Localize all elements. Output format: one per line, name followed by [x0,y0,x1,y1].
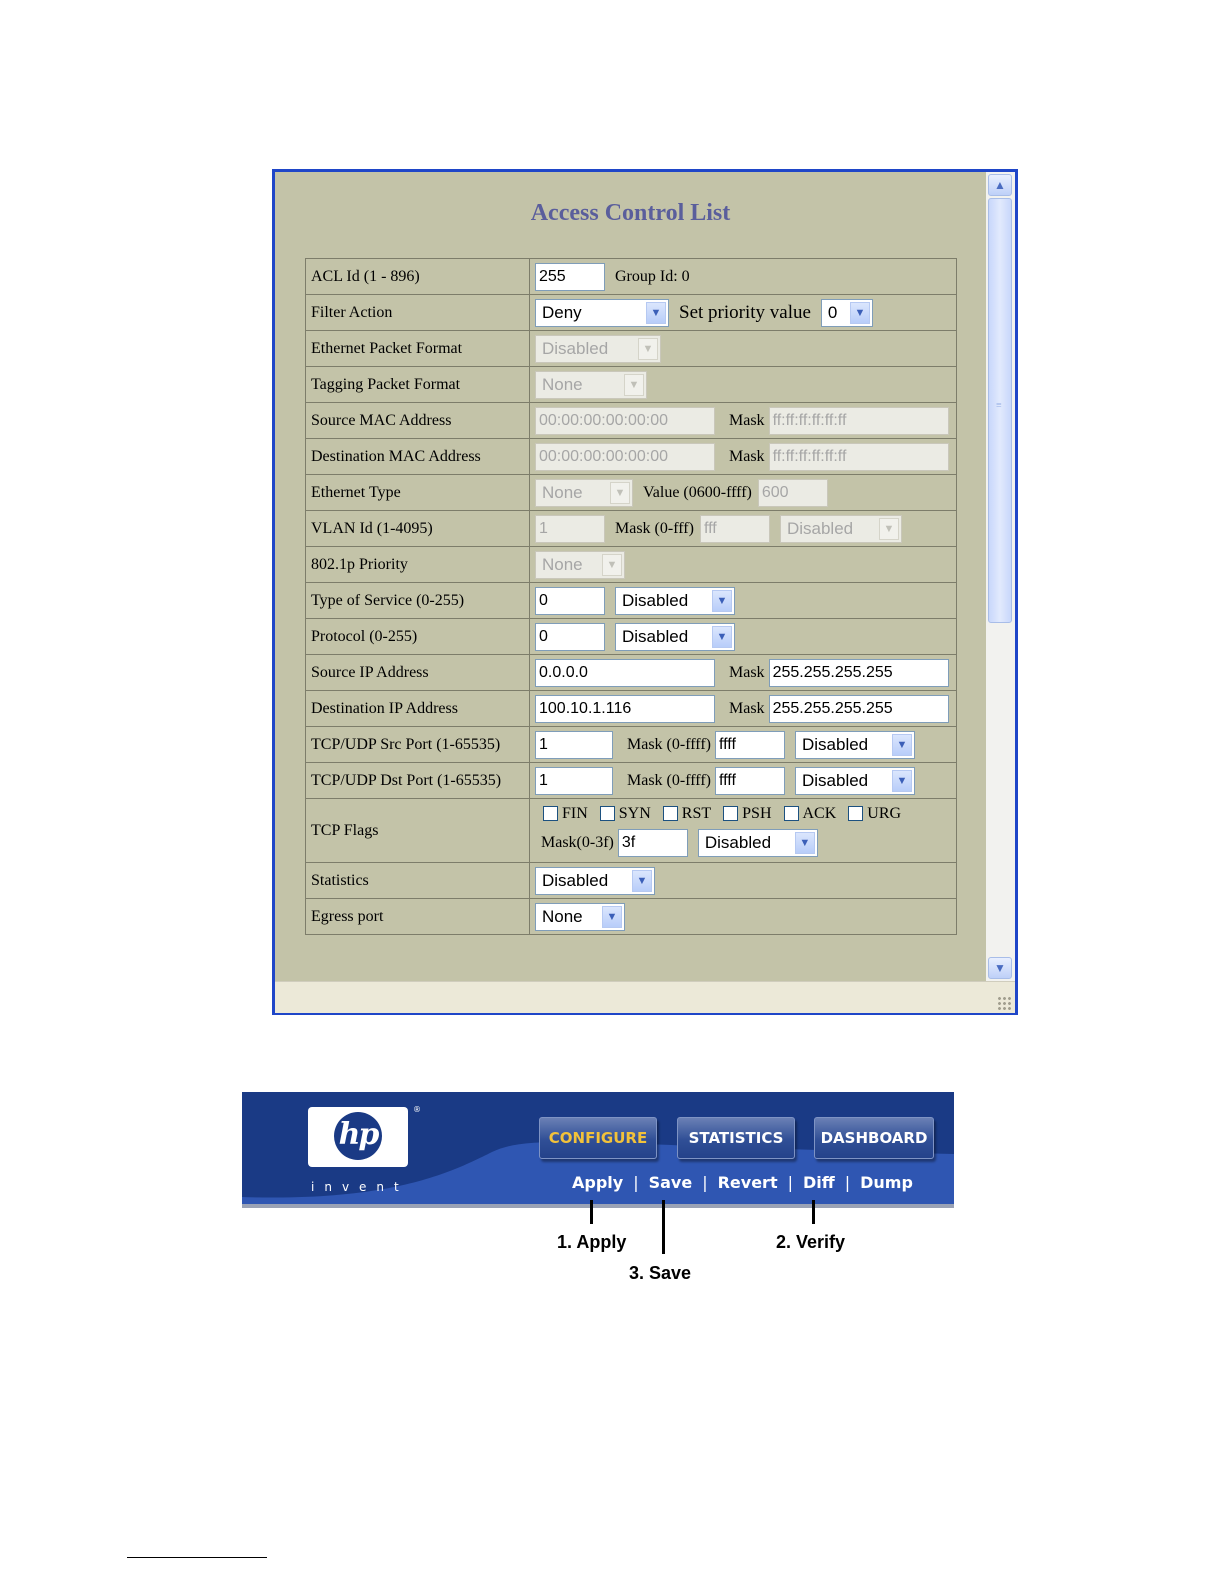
statistics-label: Statistics [306,863,530,899]
destination-mac-mask-label: Mask [729,447,765,465]
tagging-format-label: Tagging Packet Format [306,367,530,403]
acl-id-input[interactable]: 255 [535,263,605,291]
separator: | [787,1173,793,1192]
chevron-down-icon: ▼ [632,870,652,892]
priority-value: 0 [827,302,838,322]
type-of-service-input[interactable]: 0 [535,587,605,615]
source-ip-label: Source IP Address [306,655,530,691]
tab-dashboard[interactable]: DASHBOARD [814,1117,934,1159]
tcp-flags-mask-input[interactable]: 3f [618,829,688,857]
tagging-format-select[interactable] [535,371,647,399]
chevron-down-icon: ▼ [879,518,899,540]
ethernet-type-value-input[interactable]: 600 [758,479,828,507]
acl-window [272,169,1018,1015]
acl-form-table [305,258,957,935]
source-ip-mask-input[interactable]: 255.255.255.255 [769,659,949,687]
tab-statistics[interactable]: STATISTICS [677,1117,795,1159]
flag-psh[interactable] [723,805,771,823]
flag-label: URG [867,804,902,822]
grip-icon: ≡ [996,400,1002,411]
flag-label: PSH [742,804,772,822]
syn-checkbox[interactable] [600,806,615,821]
src-port-label: TCP/UDP Src Port (1-65535) [306,727,530,763]
ethernet-format-label: Ethernet Packet Format [306,331,530,367]
hp-logo [308,1107,408,1167]
dump-link[interactable]: Dump [860,1173,913,1192]
chevron-down-icon: ▼ [795,832,815,854]
dst-port-mask-input[interactable]: ffff [715,767,785,795]
chevron-down-icon: ▼ [850,302,870,324]
table-row [306,583,957,619]
save-link[interactable]: Save [648,1173,693,1192]
page-title: Access Control List [530,200,731,226]
destination-ip-input[interactable]: 100.10.1.116 [535,695,715,723]
flag-urg[interactable] [848,805,901,823]
priority-8021p-label: 802.1p Priority [306,547,530,583]
chevron-down-icon: ▼ [712,626,732,648]
table-row [306,439,957,475]
registered-mark: ® [413,1105,421,1114]
psh-checkbox[interactable] [723,806,738,821]
table-row [306,331,957,367]
apply-link[interactable]: Apply [572,1173,624,1192]
dst-port-state-value: Disabled [801,770,869,790]
apply-callout-line [590,1200,593,1224]
tab-configure[interactable]: CONFIGURE [539,1117,657,1159]
flag-fin[interactable] [543,805,588,823]
ethernet-type-value: None [542,482,583,502]
tagline: invent [311,1180,409,1194]
type-of-service-state-value: Disabled [622,590,689,610]
destination-ip-label: Destination IP Address [306,691,530,727]
dst-port-state-select[interactable] [795,767,915,795]
vlan-state-value: Disabled [786,518,854,538]
tagging-format-value: None [542,374,583,394]
ethernet-type-select[interactable] [535,479,633,507]
chevron-down-icon: ▼ [638,338,658,360]
fin-checkbox[interactable] [543,806,558,821]
vlan-mask-input[interactable]: fff [700,515,770,543]
acl-form-area [275,172,986,981]
flag-label: FIN [562,804,588,822]
chevron-down-icon: ▼ [602,906,622,928]
source-ip-mask-label: Mask [729,663,765,681]
flag-ack[interactable] [784,805,837,823]
priority-8021p-select[interactable] [535,551,625,579]
diff-link[interactable]: Diff [802,1173,835,1192]
dst-port-input[interactable]: 1 [535,767,613,795]
dst-port-label: TCP/UDP Dst Port (1-65535) [306,763,530,799]
destination-mac-input[interactable]: 00:00:00:00:00:00 [535,443,715,471]
vlan-id-label: VLAN Id (1-4095) [306,511,530,547]
flag-label: SYN [618,804,651,822]
footnote-rule [127,1557,267,1558]
filter-action-label: Filter Action [306,295,530,331]
action-links [572,1173,913,1192]
table-row [306,863,957,899]
flag-label: ACK [802,804,837,822]
hp-logo-mark: hp [334,1112,382,1160]
ethernet-format-value: Disabled [542,338,609,358]
destination-ip-mask-label: Mask [729,699,765,717]
scroll-up-arrow-icon[interactable]: ▲ [988,174,1012,196]
revert-link[interactable]: Revert [717,1173,778,1192]
apply-callout-label: 1. Apply [557,1232,627,1252]
protocol-input[interactable]: 0 [535,623,605,651]
vlan-state-select[interactable] [780,515,902,543]
egress-port-label: Egress port [306,899,530,935]
protocol-state-value: Disabled [622,626,689,646]
statistics-value: Disabled [542,870,609,890]
chevron-down-icon: ▼ [624,374,644,396]
table-row [306,727,957,763]
set-priority-label: Set priority value [679,301,811,323]
chevron-down-icon: ▼ [712,590,732,612]
save-callout-line [662,1200,665,1254]
src-port-state-select[interactable] [795,731,915,759]
tcp-flags-mask-label: Mask(0-3f) [541,833,614,851]
verify-callout-label: 2. Verify [776,1232,846,1252]
table-row [306,547,957,583]
statistics-select[interactable] [535,867,655,895]
destination-mac-mask-input[interactable]: ff:ff:ff:ff:ff:ff [769,443,949,471]
type-of-service-state-select[interactable] [615,587,735,615]
table-row [306,475,957,511]
source-mac-mask-input[interactable]: ff:ff:ff:ff:ff:ff [769,407,949,435]
chevron-down-icon: ▼ [602,554,622,576]
table-row [306,367,957,403]
table-row [306,295,957,331]
acl-id-label: ACL Id (1 - 896) [306,259,530,295]
chevron-down-icon: ▼ [892,770,912,792]
table-row [306,619,957,655]
flag-syn[interactable] [600,805,651,823]
hp-navigation-bar [242,1092,954,1208]
destination-mac-label: Destination MAC Address [306,439,530,475]
table-row [306,259,957,295]
status-bar [275,981,1015,1013]
ethernet-type-label: Ethernet Type [306,475,530,511]
src-port-mask-label: Mask (0-ffff) [627,735,711,753]
protocol-state-select[interactable] [615,623,735,651]
separator: | [633,1173,639,1192]
tcp-flags-state-select[interactable] [698,829,818,857]
table-row [306,655,957,691]
destination-ip-mask-input[interactable]: 255.255.255.255 [769,695,949,723]
protocol-label: Protocol (0-255) [306,619,530,655]
chevron-down-icon: ▼ [646,302,666,324]
table-row [306,763,957,799]
vlan-mask-label: Mask (0-fff) [615,519,694,537]
table-row [306,691,957,727]
ack-checkbox[interactable] [784,806,799,821]
separator: | [702,1173,708,1192]
save-callout-label: 3. Save [629,1263,692,1283]
vertical-scrollbar[interactable] [986,172,1015,981]
scrollbar-thumb[interactable] [988,198,1012,623]
ethernet-type-value-label: Value (0600-ffff) [643,483,752,501]
table-row [306,511,957,547]
egress-port-value: None [542,906,583,926]
type-of-service-label: Type of Service (0-255) [306,583,530,619]
urg-checkbox[interactable] [848,806,863,821]
table-row [306,899,957,935]
source-mac-mask-label: Mask [729,411,765,429]
source-mac-label: Source MAC Address [306,403,530,439]
priority-select[interactable] [821,299,873,327]
filter-action-select[interactable] [535,299,669,327]
filter-action-value: Deny [542,302,582,322]
ethernet-format-select[interactable] [535,335,661,363]
chevron-down-icon: ▼ [610,482,630,504]
table-row [306,799,957,863]
chevron-down-icon: ▼ [892,734,912,756]
source-ip-input[interactable]: 0.0.0.0 [535,659,715,687]
scroll-down-arrow-icon[interactable]: ▼ [988,957,1012,979]
src-port-mask-input[interactable]: ffff [715,731,785,759]
priority-8021p-value: None [542,554,583,574]
group-id-label: Group Id: [615,267,678,285]
flag-label: RST [681,804,712,822]
tcp-flags-label: TCP Flags [306,799,530,863]
dst-port-mask-label: Mask (0-ffff) [627,771,711,789]
egress-port-select[interactable] [535,903,625,931]
flag-rst[interactable] [663,805,711,823]
header-bottom-border [242,1204,954,1208]
vlan-id-input[interactable]: 1 [535,515,605,543]
resize-grip-icon[interactable] [997,996,1011,1010]
separator: | [844,1173,851,1192]
table-row [306,403,957,439]
verify-callout-line [812,1200,815,1224]
group-id-value: 0 [681,267,690,285]
src-port-input[interactable]: 1 [535,731,613,759]
rst-checkbox[interactable] [663,806,678,821]
source-mac-input[interactable]: 00:00:00:00:00:00 [535,407,715,435]
tcp-flags-state-value: Disabled [704,832,772,852]
src-port-state-value: Disabled [801,734,869,754]
